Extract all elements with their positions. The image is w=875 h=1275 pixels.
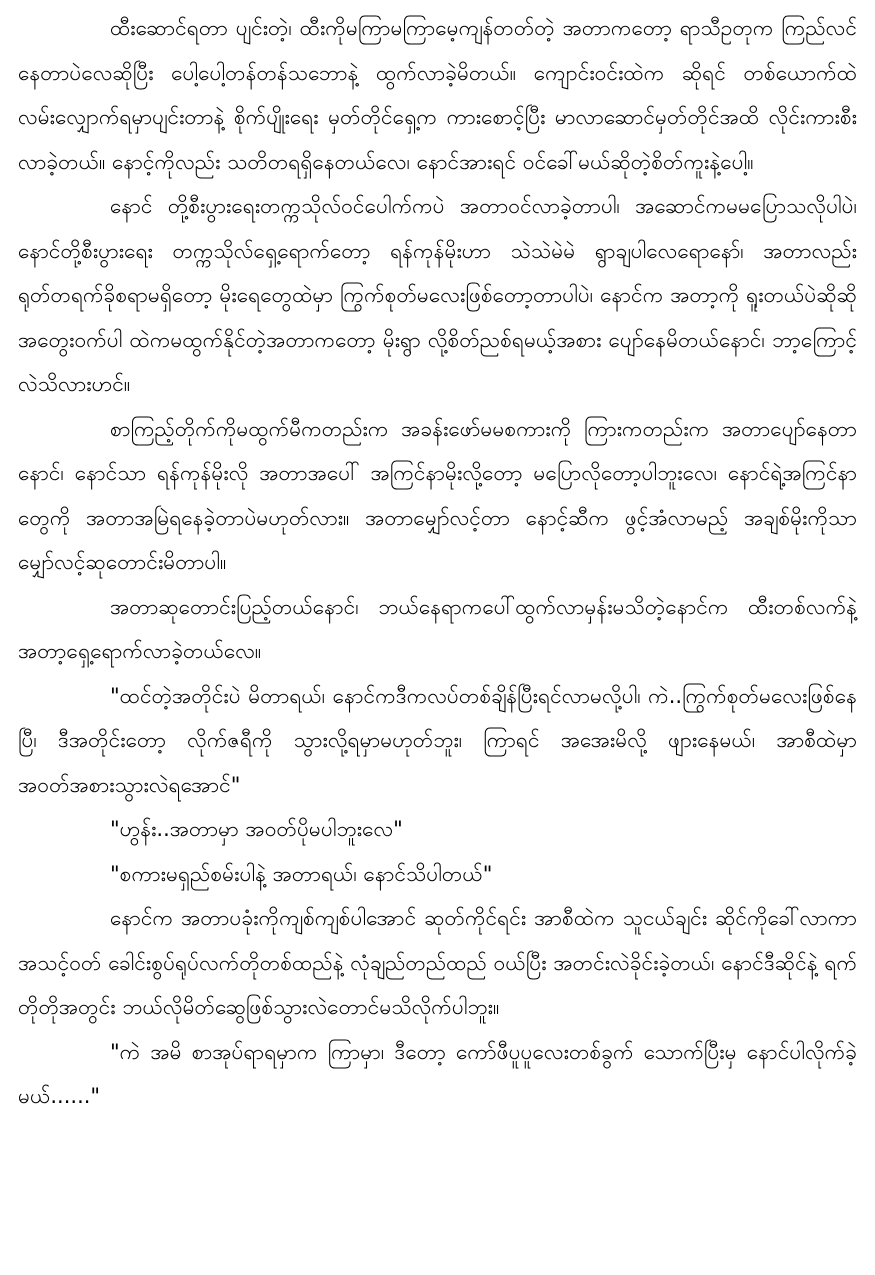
dialogue-3: "စကားမရှည်စမ်းပါနဲ့ အတာရယ်၊ နောင်သိပါတယ်" xyxy=(110,861,493,886)
paragraph-3: စာကြည့်တိုက်ကိုမထွက်မီကတည်းက အခန်းဖော်မမစကားကို ကြားကတည်းက အတာပျော်နေတာနောင်၊ နောင်သာ ရန်ကုန်မိုးလို အတာအပေါ် အကြင်နာမိုးလို့တော့ မပြောလိုတော့ပါဘူးလေ၊ နောင်ရဲ့အကြင်နာတွေကို အတာအမြဲရနေခဲ့တာပဲမဟုတ်လား။ အတာမျှော်လင့်တာ နောင့်ဆီက ဖွင့်အံလာမည့် အချစ်မိုးကိုသာမျှော်လင့်ဆုတောင်းမိတာပါ။ xyxy=(18,416,857,574)
paragraph-2: နောင် တို့စီးပွားရေးတက္ကသိုလ်ဝင်ပေါက်ကပဲ အတာဝင်လာခဲ့တာပါ၊ အဆောင်ကမမပြောသလိုပါပဲ၊ နောင်တို့စီးပွားရေး တက္ကသိုလ်ရှေ့ရောက်တော့ ရန်ကုန်မိုးဟာ သဲသဲမဲမဲ ရွာချပါလေရောနော်၊ အတာလည်း ရုတ်တရက်ခိုစရာမရှိတော့ မိုးရေတွေထဲမှာ ကြွက်စုတ်မလေးဖြစ်တော့တာပါပဲ၊ နောင်က အတာ့ကို ရူးတယ်ပဲဆိုဆို အတွေးဝက်ပါ ထဲကမထွက်နိုင်တဲ့အတာကတော့ မိုးရွာ လို့စိတ်ညစ်ရမယ့်အစား ပျော်နေမိတယ်နောင်၊ ဘာ့ကြောင့်လဲသိလားဟင်။ xyxy=(18,194,857,396)
dialogue-1: "ထင်တဲ့အတိုင်းပဲ မိတာရယ်၊ နောင်ကဒီကလပ်တစ်ချိန်ပြီးရင်လာမလို့ပါ၊ ကဲ..ကြွက်စုတ်မလေးဖြစ်နေပြီ၊ ဒီအတိုင်းတော့ လိုက်ဇရီကို သွားလို့ရမှာမဟုတ်ဘူး၊ ကြာရင် အအေးမိလို့ ဖျားနေမယ်၊ အာစီထဲမှာ အဝတ်အစားသွားလဲရအောင်" xyxy=(18,683,857,797)
dialogue-4: "ကဲ အမိ စာအုပ်ရာရမှာက ကြာမှာ၊ ဒီတော့ ကော်ဖီပူပူလေးတစ်ခွက် သောက်ပြီးမှ နောင်ပါလိုက်ခဲ့မယ်......" xyxy=(18,1039,857,1108)
dialogue-2: "ဟွန်း..အတာမှာ အဝတ်ပိုမပါဘူးလေ" xyxy=(110,817,403,841)
paragraph-1: ထီးဆောင်ရတာ ပျင်းတဲ့၊ ထီးကိုမကြာမကြာမေ့ကျန်တတ်တဲ့ အတာကတော့ ရာသီဥတုက ကြည်လင်နေတာပဲလေဆိုပြီး ပေါ့ပေါ့တန်တန်သဘောနဲ့ ထွက်လာခဲ့မိတယ်။ ကျောင်းဝင်းထဲက ဆိုရင် တစ်ယောက်ထဲ လမ်းလျှောက်ရမှာပျင်းတာနဲ့ စိုက်ပျိုးရေး မှတ်တိုင်ရှေ့က ကားစောင့်ပြီး မာလာဆောင်မှတ်တိုင်အထိ လိုင်းကားစီးလာခဲ့တယ်။ နောင့်ကိုလည်း သတိတရရှိနေတယ်လေ၊ နောင်အားရင် ဝင်ခေါ်မယ်ဆိုတဲ့စိတ်ကူးနဲ့ပေါ့။ xyxy=(18,16,857,174)
paragraph-4: အတာဆုတောင်းပြည့်တယ်နောင်၊ ဘယ်နေရာကပေါ်ထွက်လာမှန်းမသိတဲ့နောင်က ထီးတစ်လက်နဲ့ အတာ့ရှေ့ရောက်လာခဲ့တယ်လေ။ xyxy=(18,594,857,663)
paragraph-5: နောင်က အတာပခုံးကိုကျစ်ကျစ်ပါအောင် ဆုတ်ကိုင်ရင်း အာစီထဲက သူငယ်ချင်း ဆိုင်ကိုခေါ်လာကာ အသင့်ဝတ် ခေါင်းစွပ်ရုပ်လက်တိုတစ်ထည်နဲ့ လုံချည်တည်ထည် ဝယ်ပြီး အတင်းလဲခိုင်းခဲ့တယ်၊ နောင်ဒီဆိုင်နဲ့ ရက်တိုတိုအတွင်း ဘယ်လိုမိတ်ဆွေဖြစ်သွားလဲတောင်မသိလိုက်ပါဘူး။ xyxy=(18,906,857,1019)
